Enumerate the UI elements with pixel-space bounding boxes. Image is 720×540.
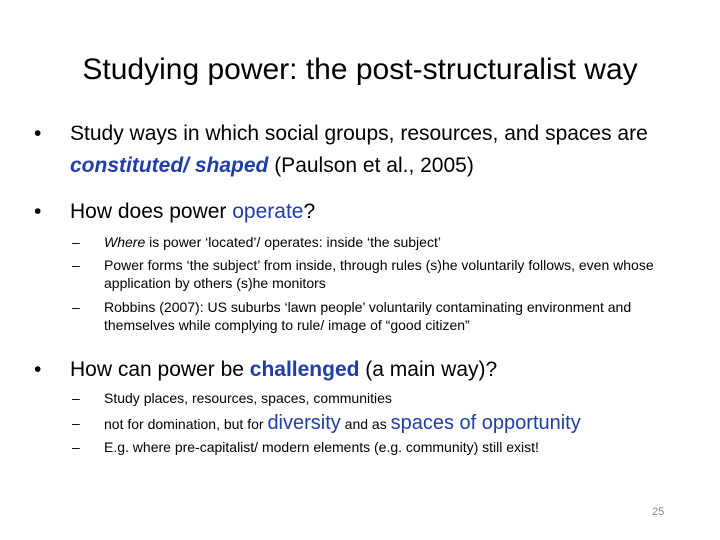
bullet-2-sub-3 (72, 298, 682, 334)
bullet-3-text (70, 354, 684, 386)
bullet-3-text-a: How can power be (70, 358, 250, 381)
bullet-2-sub-1 (72, 233, 682, 251)
page-number: 25 (652, 506, 665, 518)
slide-title: Studying power: the post-structuralist way (82, 53, 638, 86)
bullet-2-sub-2 (72, 256, 682, 292)
bullet-1-text-a: Study ways in which social groups, resources, and spaces are (70, 122, 648, 145)
bullet-3-sub-2-text (104, 410, 682, 437)
bullet-dot: • (34, 358, 42, 381)
bullet-1 (34, 118, 684, 182)
sub-dash: – (72, 439, 80, 455)
bullet-dot: • (34, 200, 42, 223)
bullet-2-emphasis: operate (232, 200, 304, 223)
bullet-2-sub-3-text: Robbins (2007): US suburbs ‘lawn people’ voluntarily contaminating environment and themselves while complying to rule/ image of “good citizen” (104, 299, 632, 333)
bullet-2-sub-2-text: Power forms ‘the subject’ from inside, through rules (s)he voluntarily follows, even whose application by others (s)he monitors (104, 257, 654, 291)
bullet-1-emphasis: constituted/ shaped (70, 154, 269, 177)
bullet-3-sub-1-text: Study places, resources, spaces, communities (104, 390, 392, 406)
bullet-2-sub-1-rest: is power ‘located’/ operates: inside ‘the subject’ (145, 234, 441, 250)
bullet-3 (34, 354, 684, 386)
bullet-2-sub-1-emphasis: Where (104, 234, 146, 250)
bullet-3-sub-2-b: and as (340, 416, 391, 432)
bullet-3-sub-3-text: E.g. where pre-capitalist/ modern elements (e.g. community) still exist! (104, 439, 539, 455)
bullet-3-sub-2-a: not for domination, but for (104, 416, 268, 432)
bullet-2-sub-1-text (104, 233, 682, 251)
bullet-2 (34, 196, 684, 228)
sub-dash: – (72, 415, 80, 431)
bullet-1-text (70, 118, 684, 182)
bullet-dot: • (34, 122, 42, 145)
bullet-2-text (70, 196, 684, 228)
sub-dash: – (72, 257, 80, 273)
bullet-1-text-b: (Paulson et al., 2005) (268, 154, 474, 177)
bullet-3-sub-2-emphasis-1: diversity (267, 412, 341, 434)
sub-dash: – (72, 234, 80, 250)
bullet-3-sub-2 (72, 410, 682, 437)
bullet-2-text-b: ? (303, 200, 316, 223)
bullet-3-sub-2-emphasis-2: spaces of opportunity (390, 412, 581, 434)
bullet-3-sub-3 (72, 438, 682, 456)
bullet-3-emphasis: challenged (249, 358, 360, 381)
sub-dash: – (72, 299, 80, 315)
bullet-3-text-b: (a main way)? (359, 358, 498, 381)
sub-dash: – (72, 390, 80, 406)
bullet-3-sub-1 (72, 389, 682, 407)
bullet-2-text-a: How does power (70, 200, 233, 223)
